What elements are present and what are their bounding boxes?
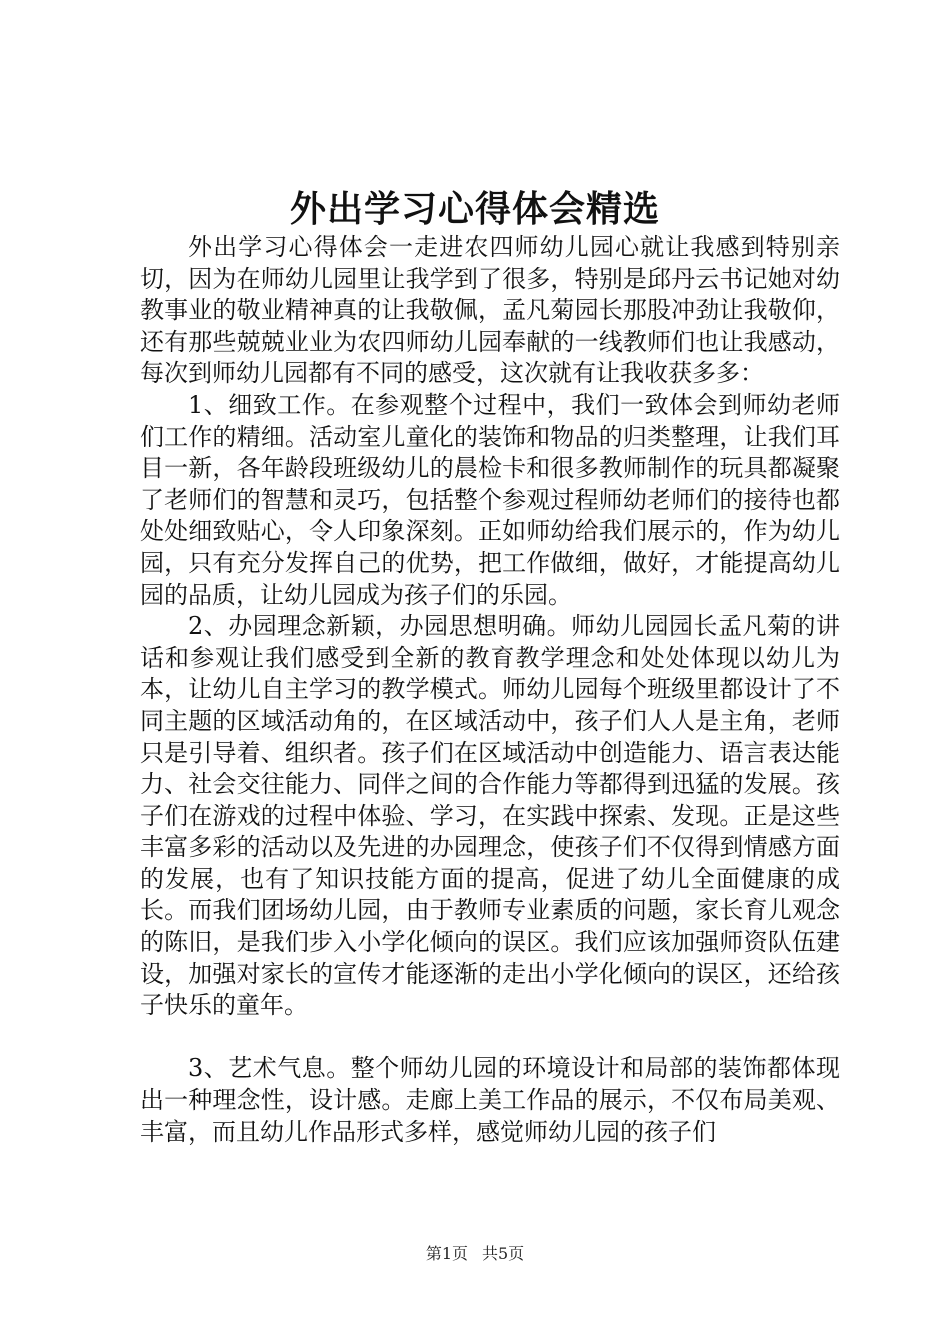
document-body xyxy=(140,232,840,1148)
page-number-current: 第1页 xyxy=(425,1244,468,1263)
page-footer xyxy=(0,1243,950,1265)
document-title: 外出学习心得体会精选 xyxy=(289,188,660,230)
paragraph-point-1: 1、细致工作。在参观整个过程中，我们一致体会到师幼老师们工作的精细。活动室儿童化的装饰和物品的归类整理，让我们耳目一新，各年龄段班级幼儿的晨检卡和很多教师制作的玩具都凝聚了老师们的智慧和灵巧，包括整个参观过程师幼老师们的接待也都处处细致贴心，令人印象深刻。正如师幼给我们展示的，作为幼儿园，只有充分发挥自己的优势，把工作做细，做好，才能提高幼儿园的品质，让幼儿园成为孩子们的乐园。 xyxy=(140,390,840,609)
paragraph-intro: 外出学习心得体会一走进农四师幼儿园心就让我感到特别亲切，因为在师幼儿园里让我学到了很多，特别是邱丹云书记她对幼教事业的敬业精神真的让我敬佩，孟凡菊园长那股冲劲让我敬仰，还有那些兢兢业业为农四师幼儿园奉献的一线教师们也让我感动，每次到师幼儿园都有不同的感受，这次就有让我收获多多： xyxy=(140,233,840,388)
paragraph-point-3: 3、艺术气息。整个师幼儿园的环境设计和局部的装饰都体现出一种理念性，设计感。走廊上美工作品的展示，不仅布局美观、丰富，而且幼儿作品形式多样，感觉师幼儿园的孩子们 xyxy=(140,1054,840,1146)
page-number-total: 共5页 xyxy=(482,1244,525,1263)
paragraph-point-2: 2、办园理念新颖，办园思想明确。师幼儿园园长孟凡菊的讲话和参观让我们感受到全新的教育教学理念和处处体现以幼儿为本，让幼儿自主学习的教学模式。师幼儿园每个班级里都设计了不同主题的区域活动角的，在区域活动中，孩子们人人是主角，老师只是引导着、组织者。孩子们在区域活动中创造能力、语言表达能力、社会交往能力、同伴之间的合作能力等都得到迅猛的发展。孩子们在游戏的过程中体验、学习，在实践中探索、发现。正是这些丰富多彩的活动以及先进的办园理念，使孩子们不仅得到情感方面的发展，也有了知识技能方面的提高，促进了幼儿全面健康的成长。而我们团场幼儿园，由于教师专业素质的问题，家长育儿观念的陈旧，是我们步入小学化倾向的误区。我们应该加强师资队伍建设，加强对家长的宣传才能逐渐的走出小学化倾向的误区，还给孩子快乐的童年。 xyxy=(140,612,840,1020)
